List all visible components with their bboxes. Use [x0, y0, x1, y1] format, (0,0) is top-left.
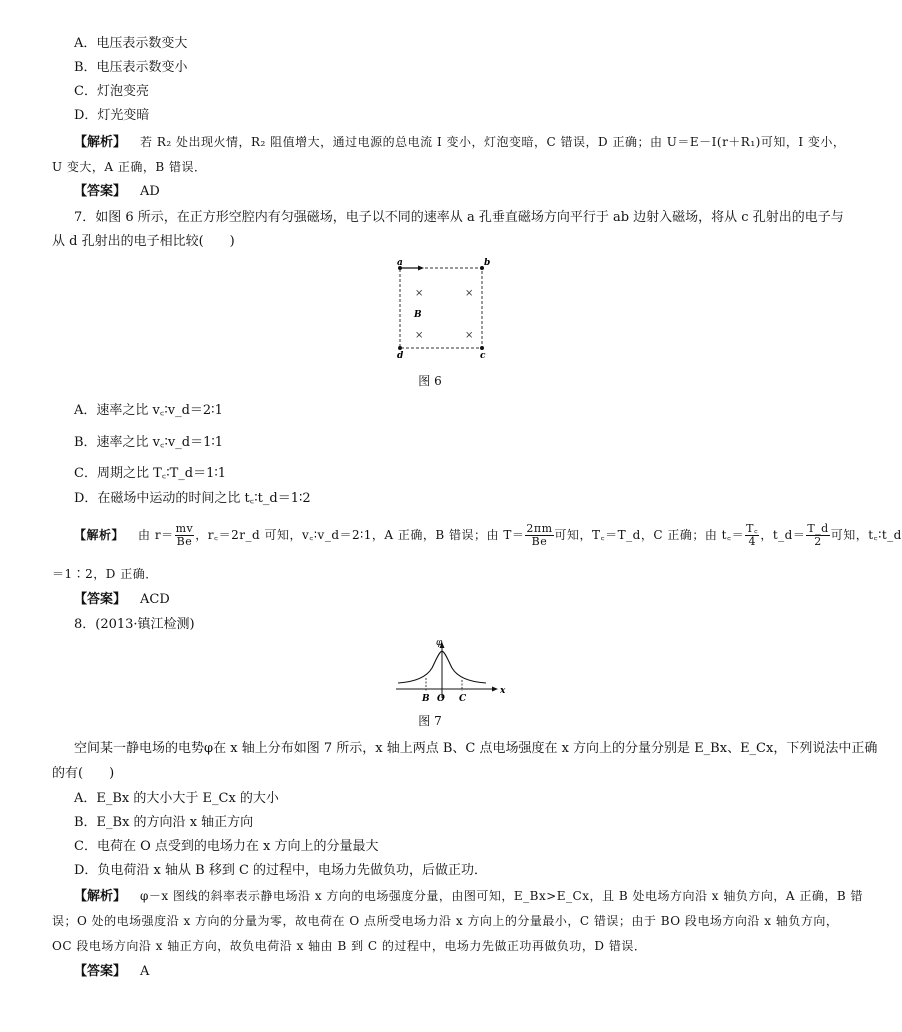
- fraction-numerator: mv: [175, 522, 194, 535]
- figure-7-potential-curve: [390, 636, 510, 704]
- q6-analysis-line1: 若 R₂ 处出现火情，R₂ 阻值增大，通过电源的总电流 I 变小，灯泡变暗，C 错误，D 正确；由 U＝E－I(r＋R₁)可知，I 变小，: [140, 135, 846, 149]
- fraction-denominator: Be: [176, 535, 193, 548]
- q6-analysis-line2: U 变大，A 正确，B 错误．: [52, 160, 207, 174]
- q6-option-b: B．电压表示数变小: [74, 60, 188, 75]
- fraction-numerator: T_d: [807, 522, 829, 535]
- q8-analysis-line3: OC 段电场方向沿 x 轴正方向，故负电荷沿 x 轴由 B 到 C 的过程中，电场力先做正功再做负功，D 错误．: [52, 939, 647, 953]
- analysis-text: ，t_d＝: [760, 528, 806, 542]
- label-B: B: [422, 694, 430, 704]
- q7-analysis: [74, 520, 902, 550]
- q7-option-c: C．周期之比 T꜀∶T_d＝1∶1: [74, 466, 227, 481]
- field-cross-icon: ×: [415, 330, 424, 341]
- q7-option-d: D．在磁场中运动的时间之比 t꜀∶t_d＝1∶2: [74, 491, 311, 506]
- answer-tag: 【答案】: [74, 964, 127, 979]
- figure-7-caption: 图 7: [418, 714, 442, 728]
- fraction-denominator: 2: [814, 535, 822, 548]
- label-b: b: [484, 258, 491, 268]
- field-cross-icon: ×: [465, 288, 474, 299]
- answer-value: A: [140, 964, 150, 979]
- q8-option-a: A．E_Bx 的大小大于 E_Cx 的大小: [74, 791, 279, 806]
- q6-option-a: A．电压表示数变大: [74, 36, 188, 51]
- q6-option-c: C．灯泡变亮: [74, 84, 149, 99]
- figure-6-magnetic-field: [390, 260, 510, 360]
- label-C: C: [459, 694, 467, 704]
- answer-tag: 【答案】: [74, 592, 127, 607]
- q7-stem-line2: 从 d 孔射出的电子相比较( ): [52, 234, 235, 249]
- q8-stem-line2: 的有( ): [52, 766, 115, 781]
- label-c: c: [480, 351, 486, 361]
- q8-answer: [74, 963, 149, 981]
- x-axis-arrow: [492, 687, 498, 692]
- fraction-Td-2: [806, 523, 829, 548]
- fraction-denominator: Be: [531, 535, 548, 548]
- label-x: x: [500, 686, 506, 696]
- q8-option-b: B．E_Bx 的方向沿 x 轴正方向: [74, 815, 254, 830]
- q7-analysis-line2: ＝1∶2，D 正确．: [52, 567, 158, 581]
- q8-analysis-line1: φ－x 图线的斜率表示静电场沿 x 方向的电场强度分量，由图可知，E_Bx>E_Cx，且 B 处电场方向沿 x 轴负方向，A 正确，B 错: [140, 889, 863, 903]
- q7-option-b: B．速率之比 v꜀∶v_d＝1∶1: [74, 435, 224, 450]
- q6-option-d: D．灯光变暗: [74, 108, 150, 123]
- answer-value: AD: [140, 184, 160, 199]
- answer-value: ACD: [140, 592, 170, 607]
- analysis-text: 可知，t꜀∶t_d: [830, 528, 902, 542]
- q7-answer: [74, 591, 170, 609]
- q8-option-d: D．负电荷沿 x 轴从 B 移到 C 的过程中，电场力先做负功，后做正功．: [74, 863, 488, 878]
- analysis-tag: 【解析】: [74, 528, 125, 542]
- label-O: O: [437, 694, 445, 704]
- q6-answer: [74, 183, 160, 201]
- q7-stem-line1: 7．如图 6 所示，在正方形空腔内有匀强磁场，电子以不同的速率从 a 孔垂直磁场方向平行于 ab 边射入磁场，将从 c 孔射出的电子与: [74, 210, 844, 225]
- field-cross-icon: ×: [465, 330, 474, 341]
- q8-analysis-line2: 误；O 处的电场强度沿 x 方向的分量为零，故电荷在 O 点所受电场力沿 x 方向上的分量最小，C 错误；由于 BO 段电场方向沿 x 轴负方向，: [52, 914, 839, 928]
- hole-c: [480, 346, 484, 350]
- figure-6-caption: 图 6: [418, 374, 442, 388]
- analysis-tag: 【解析】: [74, 135, 127, 150]
- q8-source: 8．(2013·镇江检测): [74, 617, 195, 632]
- field-cross-icon: ×: [415, 288, 424, 299]
- label-d: d: [397, 351, 404, 361]
- answer-tag: 【答案】: [74, 184, 127, 199]
- entry-arrow-head: [418, 266, 424, 271]
- analysis-text: 可知，T꜀＝T_d，C 正确；由 t꜀＝: [554, 528, 745, 542]
- q8-option-c: C．电荷在 O 点受到的电场力在 x 方向上的分量最大: [74, 839, 379, 854]
- analysis-tag: 【解析】: [74, 889, 127, 904]
- analysis-text: 由 r＝: [138, 528, 174, 542]
- label-field-B: B: [414, 310, 422, 320]
- fraction-denominator: 4: [748, 535, 756, 548]
- fraction-numerator: 2πm: [526, 522, 553, 535]
- fraction-Tc-4: [745, 523, 759, 548]
- fraction-mv-Be: [175, 523, 195, 548]
- hole-d: [398, 346, 402, 350]
- phi-label: φ: [436, 638, 443, 648]
- q8-stem-line1: 空间某一静电场的电势φ在 x 轴上分布如图 7 所示，x 轴上两点 B、C 点电场强度在 x 方向上的分量分别是 E_Bx、E_Cx，下列说法中正确: [74, 741, 878, 756]
- q7-option-a: A．速率之比 v꜀∶v_d＝2∶1: [74, 403, 223, 418]
- fraction-2pim-Be: [525, 523, 553, 548]
- q8-analysis: [74, 887, 863, 906]
- fraction-numerator: T꜀: [746, 522, 759, 535]
- q6-analysis: [74, 133, 845, 152]
- label-a: a: [397, 258, 403, 268]
- analysis-text: ，r꜀＝2r_d 可知，v꜀∶v_d＝2∶1，A 正确，B 错误；由 T＝: [195, 528, 525, 542]
